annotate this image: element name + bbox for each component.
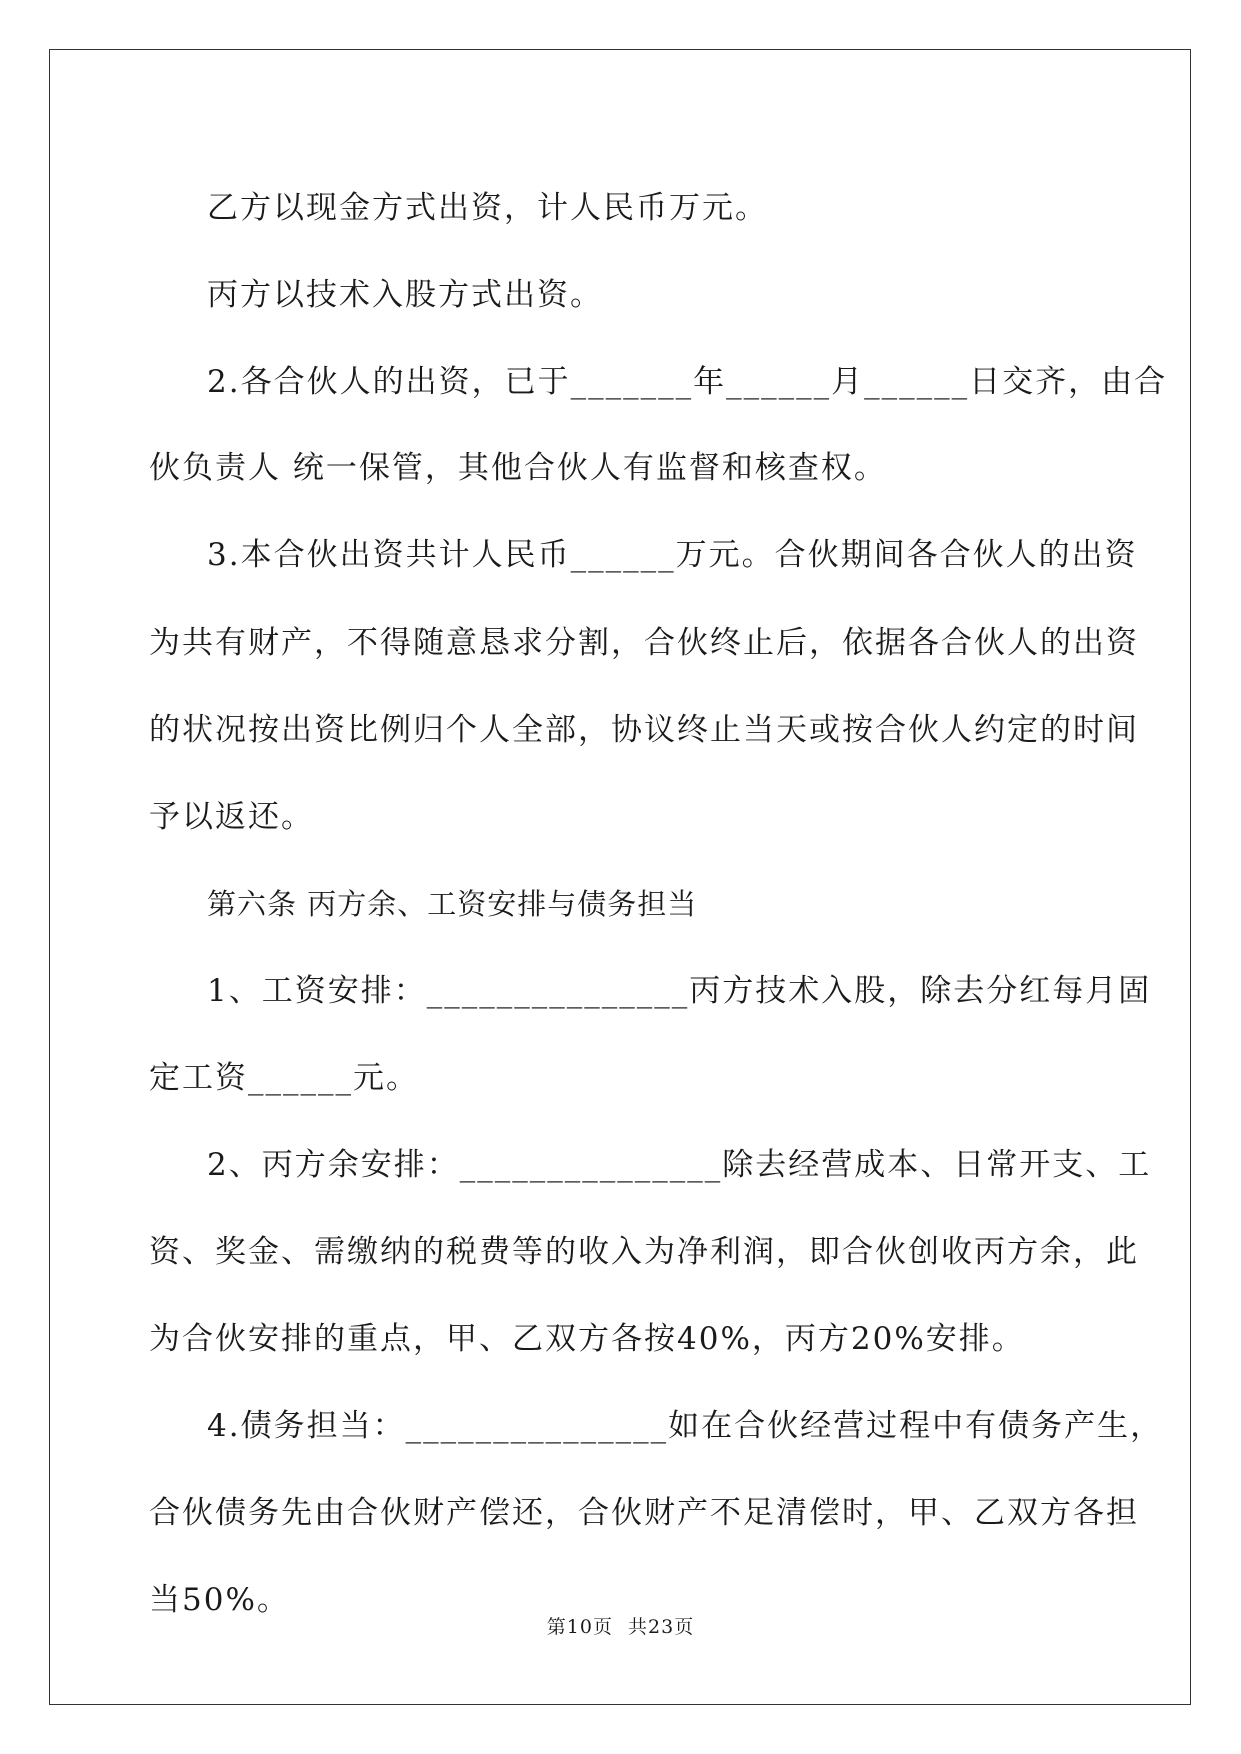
paragraph-line: 予以返还。	[149, 799, 314, 835]
total-pages: 共23页	[628, 1616, 695, 1638]
paragraph-line: 资、奖金、需缴纳的税费等的收入为净利润，即合伙创收丙方余，此	[149, 1234, 1139, 1270]
paragraph-line: 2、丙方余安排：_______________除去经营成本、日常开支、工	[207, 1147, 1152, 1183]
paragraph-line: 的状况按出资比例归个人全部，协议终止当天或按合伙人约定的时间	[149, 712, 1139, 748]
paragraph-line: 为合伙安排的重点，甲、乙双方各按40%，丙方20%安排。	[149, 1321, 1025, 1357]
paragraph-line: 合伙债务先由合伙财产偿还，合伙财产不足清偿时，甲、乙双方各担	[149, 1495, 1139, 1531]
paragraph-line: 丙方以技术入股方式出资。	[207, 277, 603, 313]
paragraph-line: 4.债务担当：_______________如在合伙经营过程中有债务产生，	[207, 1408, 1164, 1444]
paragraph-line: 当50%。	[149, 1582, 290, 1618]
paragraph-line: 3.本合伙出资共计人民币______万元。合伙期间各合伙人的出资	[207, 537, 1138, 573]
paragraph-line: 伙负责人 统一保管，其他合伙人有监督和核查权。	[149, 450, 887, 486]
paragraph-line: 2.各合伙人的出资，已于_______年______月______日交齐，由合	[207, 364, 1168, 400]
page-footer	[0, 1612, 1241, 1639]
paragraph-line: 乙方以现金方式出资，计人民币万元。	[207, 190, 768, 226]
section-heading: 第六条 丙方余、工资安排与债务担当	[207, 887, 698, 921]
paragraph-line: 1、工资安排：_______________丙方技术入股，除去分红每月固	[207, 973, 1152, 1009]
paragraph-line: 定工资______元。	[149, 1060, 419, 1096]
page-number: 第10页	[546, 1616, 613, 1638]
paragraph-line: 为共有财产，不得随意恳求分割，合伙终止后，依据各合伙人的出资	[149, 625, 1139, 661]
